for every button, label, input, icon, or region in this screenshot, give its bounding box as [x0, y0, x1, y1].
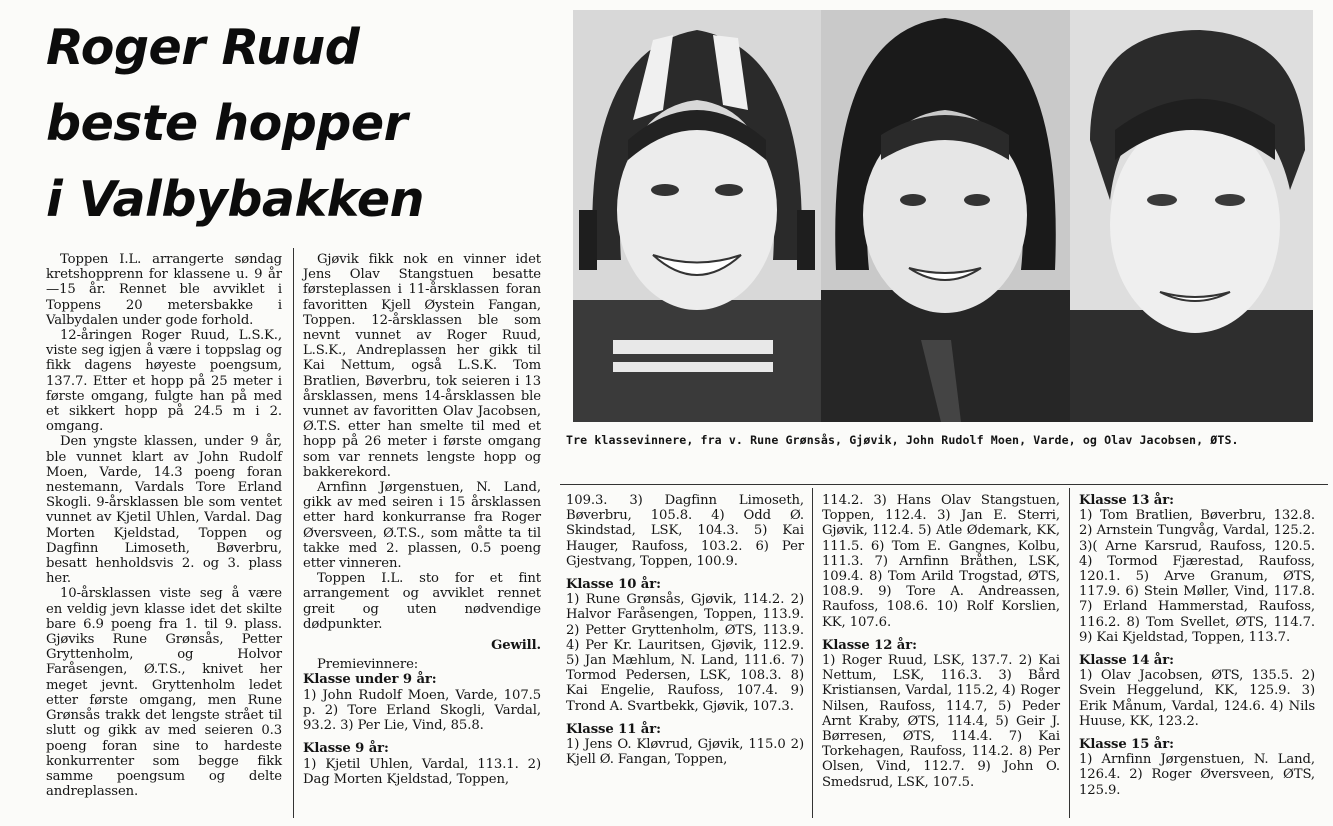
class-results: 1) John Rudolf Moen, Varde, 107.5 p. 2) Tore Erland Skogli, Vardal, 93.2. 3) Per Lie, Vind, 85.8. [303, 687, 541, 734]
paragraph: Arnfinn Jørgenstuen, N. Land, gikk av med seiren i 15 årsklassen etter hard konkurranse fra Roger Øversveen, Ø.T.S., som måtte ta til takke med 2. plassen, 0.5 poeng etter vinneren. [303, 480, 541, 572]
class-results: 1) Olav Jacobsen, ØTS, 135.5. 2) Svein Heggelund, KK, 125.9. 3) Erik Månum, Vardal, 124.6. 4) Nils Huuse, KK, 123.2. [1079, 668, 1315, 729]
headline-line-3: i Valbybakken [46, 171, 425, 228]
results-column-5 [1079, 493, 1315, 798]
photo-rune-gronsas [573, 10, 821, 422]
class-heading: Klasse 12 år: [822, 637, 917, 653]
class-results: 1) Roger Ruud, LSK, 137.7. 2) Kai Nettum, LSK, 116.3. 3) Bård Kristiansen, Vardal, 115.2, 4) Roger Nilsen, Raufoss, 114.7, 5) Peder Arnt Kraby, ØTS, 114.4, 5) Geir J. Børresen, ØTS, 114.4. 7) Kai Torkehagen, Raufoss, 114.2. 8) Per Olsen, Vind, 112.7. 9) John O. Smedsrud, LSK, 107.5. [822, 653, 1060, 790]
class-results: 1) Rune Grønsås, Gjøvik, 114.2. 2) Halvor Faråsengen, Toppen, 113.9. 2) Petter Gryttenholm, ØTS, 113.9. 4) Per Kr. Lauritsen, Gjøvik, 112.9. 5) Jan Mæhlum, N. Land, 111.6. 7) Tormod Pedersen, LSK, 108.3. 8) Kai Engelie, Raufoss, 107.4. 9) Trond A. Svartbekk, Gjøvik, 107.3. [566, 592, 804, 714]
class-heading: Klasse 14 år: [1079, 653, 1174, 669]
paragraph: Den yngste klassen, under 9 år, ble vunnet klart av John Rudolf Moen, Varde, 14.3 poeng foran nestemann, Vardals Tore Erland Skogli. 9-årsklassen ble som ventet vunnet av Kjetil Uhlen, Vardal. Dag Morten Kjeldstad, Toppen og Dagfinn Limoseth, Bøverbru, besatt henholdsvis 2. og 3. plass her. [46, 434, 282, 587]
paragraph: Gjøvik fikk nok en vinner idet Jens Olav Stangstuen besatte førsteplassen i 11-årsklassen foran favoritten Kjell Øystein Fangan, Toppen. 12-årsklassen ble som nevnt vunnet av Roger Ruud, L.S.K., Andreplassen her gikk til Kai Nettum, også L.S.K. Tom Bratlien, Bøverbru, tok seieren i 13 årsklassen, mens 14-årsklassen ble vunnet av favoritten Olav Jacobsen, Ø.T.S. etter han smelte til med et hopp på 26 meter i første omgang som var rennets lengste hopp og bakkerekord. [303, 252, 541, 480]
article-column-2 [303, 252, 541, 787]
photo-strip [573, 10, 1313, 422]
column-divider [812, 488, 813, 818]
author-signature: Gewill. [491, 638, 541, 654]
paragraph: 10-årsklassen viste seg å være en veldig jevn klasse idet det skilte bare 6.9 poeng fra 1. til 9. plass. Gjøviks Rune Grønsås, Petter Gryttenholm, og Holvor Faråsengen, Ø.T.S., knivet her meget jevnt. Gryttenholm ledet etter første omgang, men Rune Grønsås trakk det lengste strået til slutt og gikk av med seieren 0.3 poeng foran sine to hardeste konkurrenter som begge fikk samme poengsum og delte andreplassen. [46, 586, 282, 800]
premievinnere-heading: Premievinnere: [317, 657, 419, 673]
class-results: 1) Jens O. Kløvrud, Gjøvik, 115.0 2) Kjell Ø. Fangan, Toppen, [566, 737, 804, 768]
class-heading: Klasse 10 år: [566, 577, 661, 593]
column-divider [293, 248, 294, 818]
paragraph: Toppen I.L. arrangerte søndag kretshopprenn for klassene u. 9 år—15 år. Rennet ble avviklet i Toppens 20 metersbakke i Valbydalen under gode forhold. [46, 252, 282, 328]
headline [46, 10, 566, 238]
class-results: 114.2. 3) Hans Olav Stangstuen, Toppen, 112.4. 3) Jan E. Sterri, Gjøvik, 112.4. 5) Atle Ødemark, KK, 111.5. 6) Tom E. Gangnes, Kolbu, 111.3. 7) Arnfinn Bråthen, LSK, 109.4. 8) Tom Arild Trogstad, ØTS, 108.9. 9) Tore A. Andreassen, Raufoss, 108.6. 10) Rolf Korslien, KK, 107.6. [822, 493, 1060, 630]
class-heading: Klasse 9 år: [303, 741, 389, 757]
photo-john-rudolf-moen [821, 10, 1070, 422]
class-results: 1) Tom Bratlien, Bøverbru, 132.8. 2) Arnstein Tungvåg, Vardal, 125.2. 3)( Arne Karsrud, Raufoss, 120.5. 4) Tormod Fjærestad, Raufoss, 120.1. 5) Arve Granum, ØTS, 117.9. 6) Stein Møller, Vind, 117.8. 7) Erland Hammerstad, Raufoss, 116.2. 8) Tom Svellet, ØTS, 114.7. 9) Kai Kjeldstad, Toppen, 113.7. [1079, 508, 1315, 645]
photo-olav-jacobsen [1070, 10, 1313, 422]
results-column-4 [822, 493, 1060, 790]
headline-line-1: Roger Ruud [46, 19, 360, 76]
article-column-1 [46, 252, 282, 799]
results-column-3 [566, 493, 804, 767]
column-divider [1069, 488, 1070, 818]
class-heading: Klasse 13 år: [1079, 493, 1174, 508]
class-results: 109.3. 3) Dagfinn Limoseth, Bøverbru, 105.8. 4) Odd Ø. Skindstad, LSK, 104.3. 5) Kai Hauger, Raufoss, 103.2. 6) Per Gjestvang, Toppen, 100.9. [566, 493, 804, 569]
class-heading: Klasse 15 år: [1079, 737, 1174, 753]
class-results: 1) Arnfinn Jørgenstuen, N. Land, 126.4. 2) Roger Øversveen, ØTS, 125.9. [1079, 752, 1315, 798]
class-heading: Klasse 11 år: [566, 721, 661, 737]
photo-caption: Tre klassevinnere, fra v. Rune Grønsås, Gjøvik, John Rudolf Moen, Varde, og Olav Jacobsen, ØTS. [566, 433, 1239, 447]
paragraph: 12-åringen Roger Ruud, L.S.K., viste seg igjen å være i toppslag og fikk dagens høyeste poengsum, 137.7. Etter et hopp på 25 meter i første omgang, fulgte han på med et sikkert hopp på 24.5 m i 2. omgang. [46, 328, 282, 435]
class-results: 1) Kjetil Uhlen, Vardal, 113.1. 2) Dag Morten Kjeldstad, Toppen, [303, 756, 541, 787]
paragraph: Toppen I.L. sto for et fint arrangement og avviklet rennet greit og uten nødvendige dødpunkter. [303, 571, 541, 632]
headline-line-2: beste hopper [46, 95, 408, 152]
caption-rule [560, 484, 1328, 485]
class-heading: Klasse under 9 år: [303, 672, 437, 688]
